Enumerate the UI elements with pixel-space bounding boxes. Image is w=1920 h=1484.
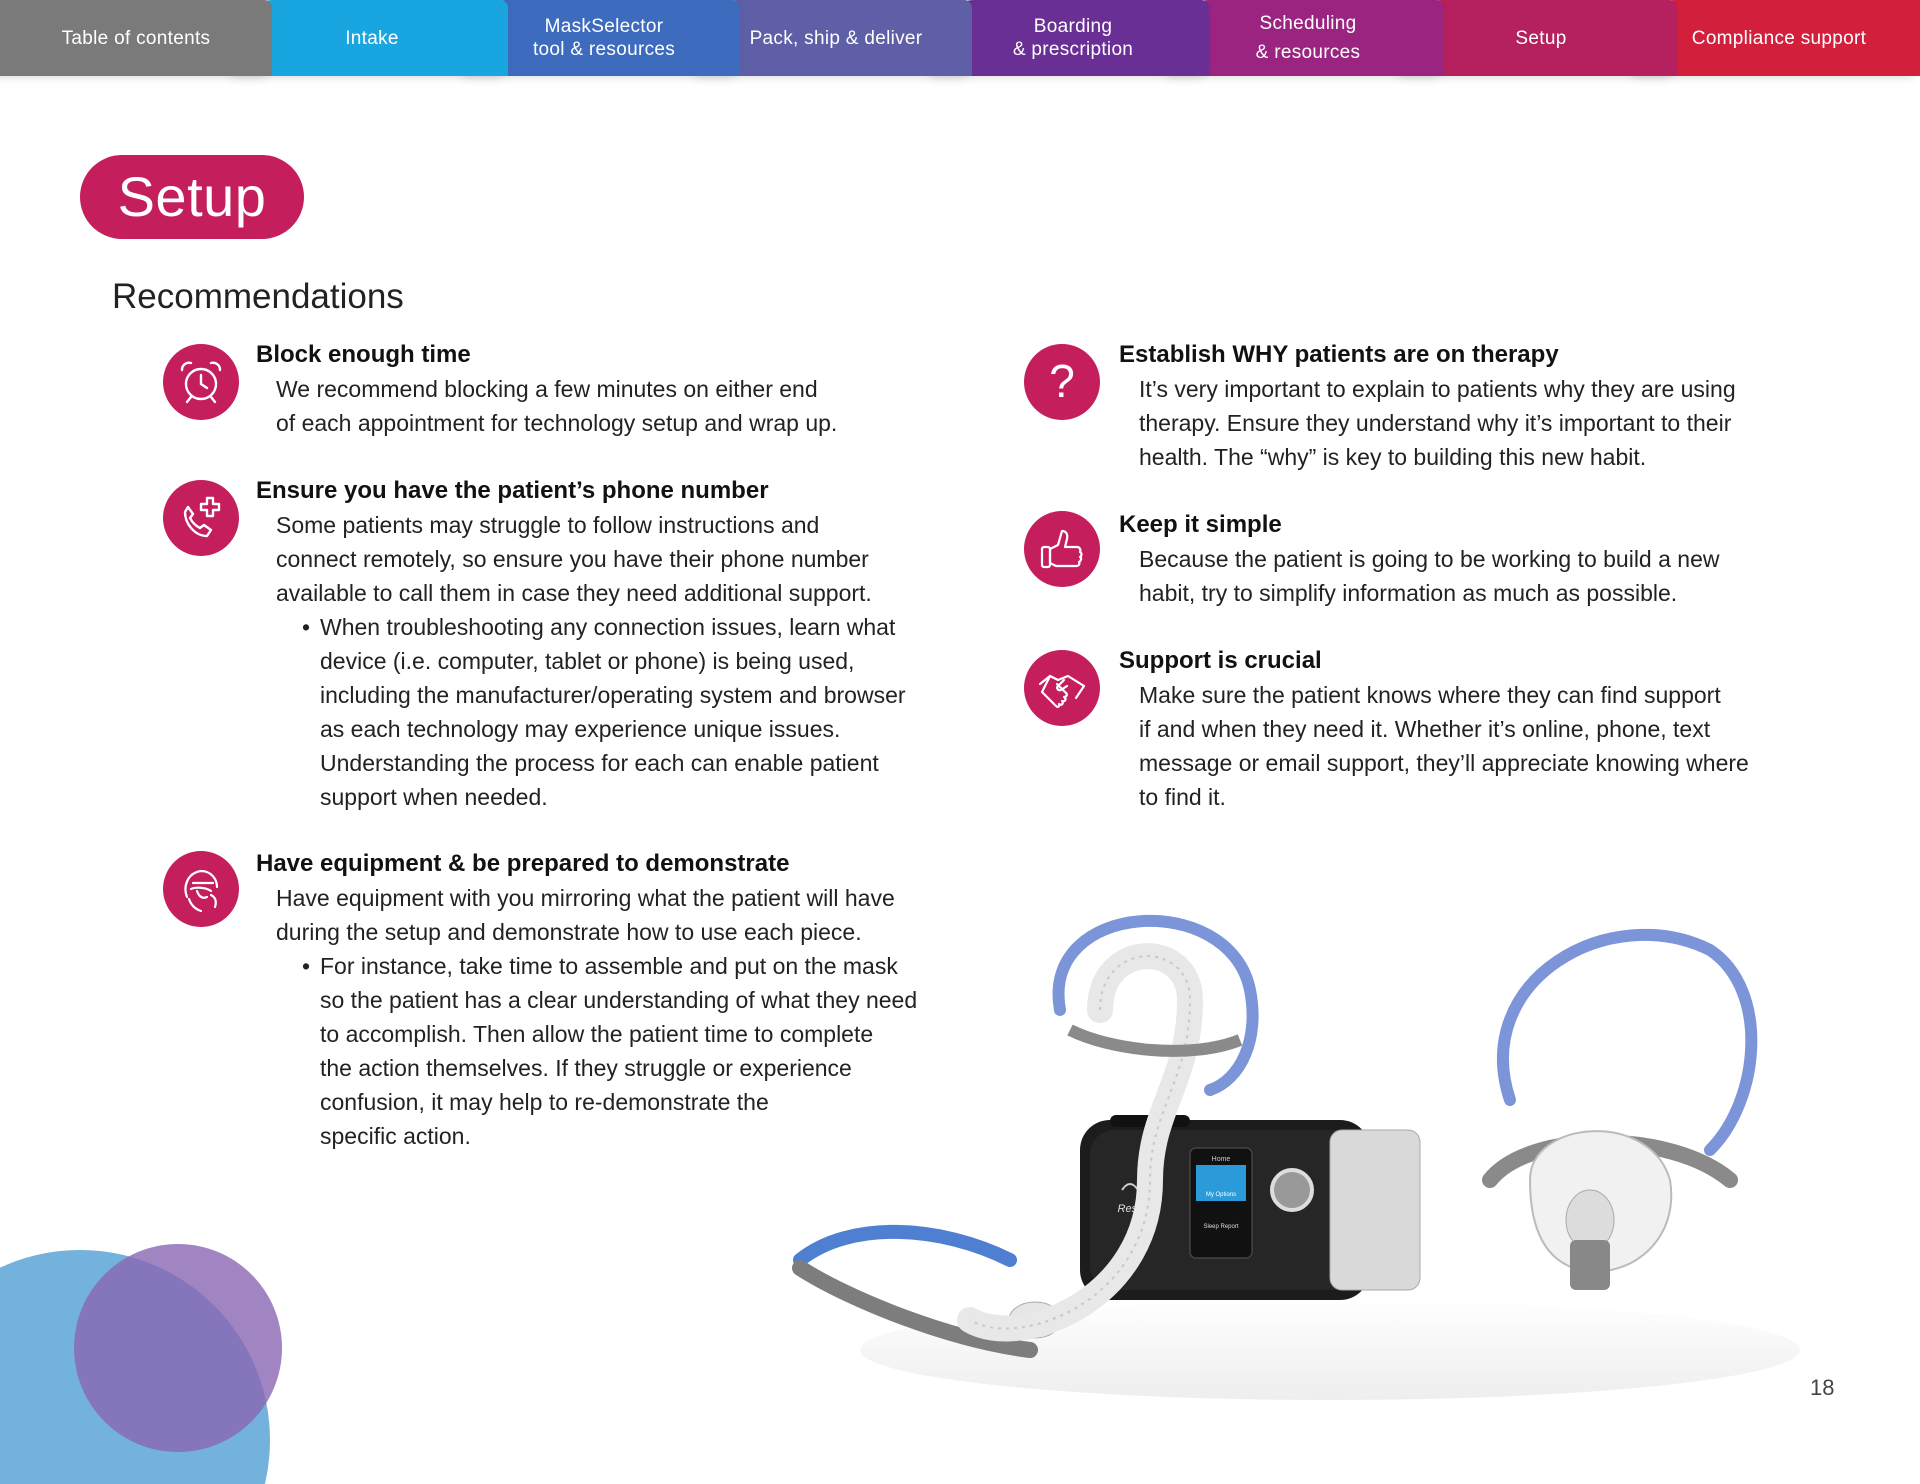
recommendation-establish-why (1119, 338, 1899, 474)
tab-pack-ship-deliver[interactable] (700, 0, 972, 76)
decorative-circles (0, 1180, 320, 1484)
tab-label: MaskSelector (544, 16, 664, 37)
item-body-line: to find it. (1139, 784, 1226, 810)
page-title: Setup (80, 155, 304, 239)
bullet-line: confusion, it may help to re-demonstrate the (320, 1089, 769, 1115)
brand-logo-text: ResMed (1117, 1203, 1159, 1215)
full-face-mask-headgear (1490, 935, 1751, 1290)
item-body-line: habit, try to simplify information as much as possible. (1139, 580, 1678, 606)
tab-label-line2: & resources (1255, 42, 1361, 63)
item-body-line: if and when they need it. Whether it’s online, phone, text (1139, 716, 1711, 742)
item-body-line: health. The “why” is key to building this new habit. (1139, 444, 1647, 470)
handshake-icon (1024, 650, 1100, 726)
item-title: Keep it simple (1119, 511, 1282, 538)
thumbs-up-icon (1024, 511, 1100, 587)
bullet-line: to accomplish. Then allow the patient time to complete (320, 1021, 874, 1047)
tab-boarding-prescription[interactable] (937, 0, 1209, 76)
item-body-line: of each appointment for technology setup and wrap up. (276, 410, 838, 436)
item-title: Establish WHY patients are on therapy (1119, 341, 1559, 368)
tab-label: Compliance support (1691, 27, 1867, 49)
recommendation-block-time (256, 338, 976, 440)
tab-compliance-support[interactable] (1638, 0, 1920, 76)
item-body-line: Because the patient is going to be working to build a new (1139, 546, 1720, 572)
purple-circle (74, 1244, 282, 1452)
tab-setup[interactable] (1405, 0, 1677, 76)
question-mark-icon (1024, 344, 1100, 420)
item-body-line: therapy. Ensure they understand why it’s important to their (1139, 410, 1732, 436)
item-body-line: message or email support, they’ll appreciate knowing where (1139, 750, 1749, 776)
tab-label: Setup (1515, 27, 1567, 49)
item-body-line: Have equipment with you mirroring what the patient will have (276, 885, 895, 911)
item-body-line: available to call them in case they need additional support. (276, 580, 872, 606)
section-heading: Recommendations (112, 277, 404, 316)
section-tab-bar (0, 0, 1920, 76)
tab-maskselector[interactable] (468, 0, 740, 76)
bullet-line: as each technology may experience unique issues. (320, 716, 841, 742)
dial-knob (1272, 1170, 1312, 1210)
item-title: Ensure you have the patient’s phone number (256, 477, 769, 504)
item-body-line: We recommend blocking a few minutes on either end (276, 376, 818, 402)
bullet-line: support when needed. (320, 784, 548, 810)
screen-report-text: Sleep Report (1203, 1224, 1239, 1230)
bullet-line: • When troubleshooting any connection issues, learn what (302, 614, 896, 640)
item-body-line: It’s very important to explain to patients why they are using (1139, 376, 1736, 402)
tab-label: Pack, ship & deliver (749, 27, 923, 49)
screen-home-text: Home (1211, 1156, 1231, 1163)
mask-face-icon (163, 851, 239, 927)
item-title: Block enough time (256, 341, 471, 368)
bullet-line: the action themselves. If they struggle or experience (320, 1055, 852, 1081)
humidifier-tub (1330, 1130, 1420, 1290)
tab-label: Boarding (1033, 16, 1113, 37)
tab-label: Scheduling (1259, 13, 1357, 34)
recommendation-phone-number (256, 474, 976, 814)
item-body-line: during the setup and demonstrate how to use each piece. (276, 919, 862, 945)
tab-label: Table of contents (61, 27, 211, 49)
tab-label-line2: & prescription (1012, 39, 1134, 60)
item-body-line: connect remotely, so ensure you have their phone number (276, 546, 869, 572)
tab-label-line2: tool & resources (532, 39, 676, 60)
phone-plus-icon (163, 480, 239, 556)
bullet-line: Understanding the process for each can enable patient (320, 750, 879, 776)
cpap-equipment-illustration (770, 880, 1830, 1420)
bullet-line: • For instance, take time to assemble and put on the mask (302, 953, 898, 979)
tab-table-of-contents[interactable] (0, 0, 272, 76)
bullet-line: specific action. (320, 1123, 471, 1149)
tab-scheduling-resources[interactable] (1172, 0, 1444, 76)
screen-options-text: My Options (1205, 1192, 1237, 1198)
item-title: Support is crucial (1119, 647, 1322, 674)
recommendation-keep-simple (1119, 508, 1899, 610)
bullet-line: device (i.e. computer, tablet or phone) is being used, (320, 648, 855, 674)
bullet-text: For instance, take time to assemble and put on the mask (320, 953, 898, 979)
recommendation-support (1119, 644, 1899, 814)
svg-text:?: ? (1049, 355, 1075, 407)
tab-intake[interactable] (236, 0, 508, 76)
tab-label: Intake (345, 27, 399, 49)
alarm-clock-icon (163, 344, 239, 420)
bullet-line: including the manufacturer/operating system and browser (320, 682, 906, 708)
item-body-line: Make sure the patient knows where they can find support (1139, 682, 1721, 708)
item-body-line: Some patients may struggle to follow instructions and (276, 512, 820, 538)
bullet-line: so the patient has a clear understanding of what they need (320, 987, 918, 1013)
page-number: 18 (1810, 1375, 1835, 1400)
item-title: Have equipment & be prepared to demonstrate (256, 850, 790, 877)
bullet-text: When troubleshooting any connection issues, learn what (320, 614, 896, 640)
